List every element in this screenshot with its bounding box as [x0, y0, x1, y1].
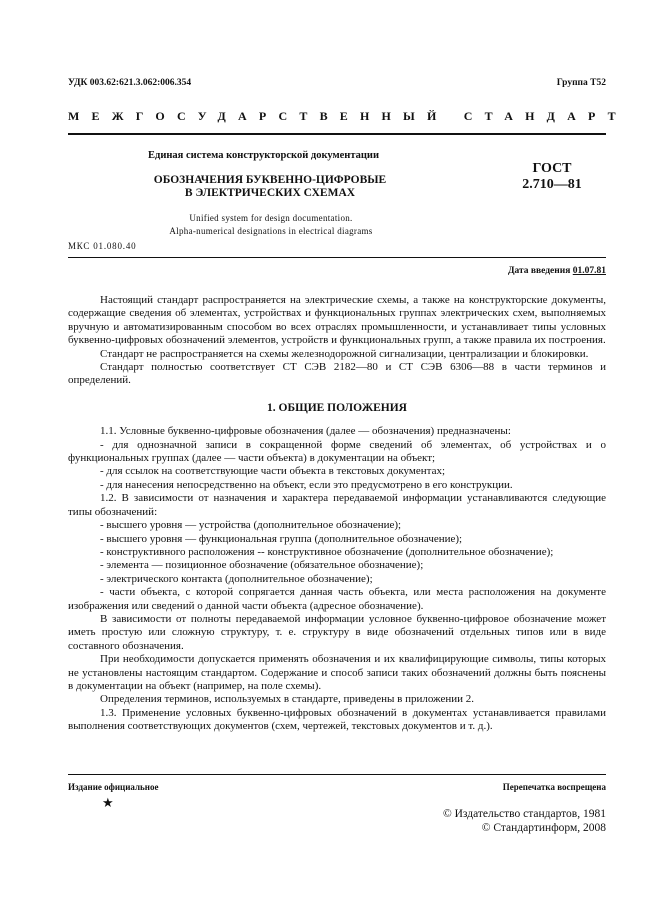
- gost-number: [512, 161, 592, 193]
- udk-code: УДК 003.62:621.3.062:006.354: [68, 78, 192, 88]
- effective-date: [508, 266, 606, 276]
- copyright-block: [443, 808, 606, 835]
- mid-rule: [68, 257, 606, 258]
- list-item: - для ссылок на соответствующие части объекта в текстовых документах;: [100, 465, 446, 478]
- star-icon: ★: [102, 795, 114, 810]
- clause-1-1: 1.1. Условные буквенно-цифровые обозначения (далее — обозначения) предназначены:: [100, 425, 511, 438]
- english-title-line-1: Unified system for design documentation.: [189, 213, 353, 223]
- interstate-standard-heading: МЕЖГОСУДАРСТВЕННЫЙ СТАНДАРТ: [68, 109, 628, 123]
- group-code: Группа Т52: [556, 78, 606, 88]
- list-item: - конструктивного расположения -- конструктивное обозначение (дополнительное обозначение);: [100, 545, 554, 558]
- paragraph: В зависимости от полноты передаваемой информации условное буквенно-цифровое обозначение может иметь простую или сложную структуру, т. е. структуру в виде обозначений отдельных типов или в виде составного обозначения.: [68, 612, 606, 652]
- copyright-line-1: © Издательство стандартов, 1981: [442, 808, 606, 820]
- list-item: - элемента — позиционное обозначение (обязательное обозначение);: [100, 559, 424, 572]
- english-title-line-2: Alpha-numerical designations in electrical diagrams: [169, 226, 373, 236]
- document-body: [68, 294, 606, 734]
- list-item: - части объекта, с которой сопрягается данная часть объекта, или места расположения на документе изображения или сведений о данной части объекта (адресное обозначение).: [68, 586, 606, 612]
- gost-code: 2.710—81: [522, 177, 582, 192]
- title-line-2: В ЭЛЕКТРИЧЕСКИХ СХЕМАХ: [184, 187, 356, 199]
- paragraph: При необходимости допускается применять обозначения и их квалифицирующие символы, типы которых не установлены настоящим стандартом. Содержание и способ записи таких обозначений должны быть пояснены в документации на объект (например, на поле схемы).: [68, 653, 606, 692]
- mks-code: МКС 01.080.40: [68, 241, 137, 251]
- section-heading: 1. ОБЩИЕ ПОЛОЖЕНИЯ: [267, 401, 407, 414]
- footer-rule: [68, 774, 606, 775]
- date-value: 01.07.81: [572, 266, 606, 276]
- list-item: - высшего уровня — функциональная группа (дополнительное обозначение);: [100, 532, 463, 545]
- list-item: - для однозначной записи в сокращенной форме сведений об элементах, об устройствах и о функциональных группах (далее — части объекта) в документации на объект;: [68, 438, 606, 465]
- intro-paragraph-1: Настоящий стандарт распространяется на электрические схемы, а также на конструкторские документы, содержащие сведения об элементах, устройствах и функциональных группах электрических схем, выполняемых вручную и автоматизированным способом во всех отраслях промышленности, и устанавливает типы условных буквенно-цифровых обозначений элементов, устройств и функциональных групп, а также правила их построения.: [68, 294, 606, 347]
- copyright-line-2: © Стандартинформ, 2008: [481, 821, 606, 834]
- date-label: Дата введения: [507, 266, 571, 276]
- system-name: Единая система конструкторской документации: [148, 150, 379, 161]
- english-title: [138, 212, 404, 238]
- document-title: [140, 174, 400, 200]
- list-item: - высшего уровня — устройства (дополнительное обозначение);: [100, 519, 402, 532]
- clause-1-2: 1.2. В зависимости от назначения и характера передаваемой информации устанавливаются следующие типы обозначений:: [68, 492, 606, 518]
- intro-paragraph-2: Стандарт не распространяется на схемы железнодорожной сигнализации, централизации и блокировки.: [100, 347, 589, 360]
- intro-paragraph-3: Стандарт полностью соответствует СТ СЭВ 2182—80 и СТ СЭВ 6306—88 в части терминов и определений.: [68, 361, 606, 387]
- reprint-notice: Перепечатка воспрещена: [502, 782, 606, 792]
- top-rule: [68, 133, 606, 135]
- list-item: - для нанесения непосредственно на объект, если это предусмотрено в его конструкции.: [100, 478, 513, 491]
- title-line-1: ОБОЗНАЧЕНИЯ БУКВЕННО-ЦИФРОВЫЕ: [153, 174, 387, 186]
- clause-1-3: 1.3. Применение условных буквенно-цифровых обозначений в документах устанавливается правилами выполнения соответствующих документов (схем, чертежей, текстовых документов и т. д.).: [68, 706, 606, 733]
- list-item: - электрического контакта (дополнительное обозначение);: [100, 572, 373, 585]
- gost-label: ГОСТ: [532, 161, 572, 176]
- paragraph: Определения терминов, используемых в стандарте, приведены в приложении 2.: [100, 693, 475, 706]
- official-edition: Издание официальное: [68, 782, 159, 792]
